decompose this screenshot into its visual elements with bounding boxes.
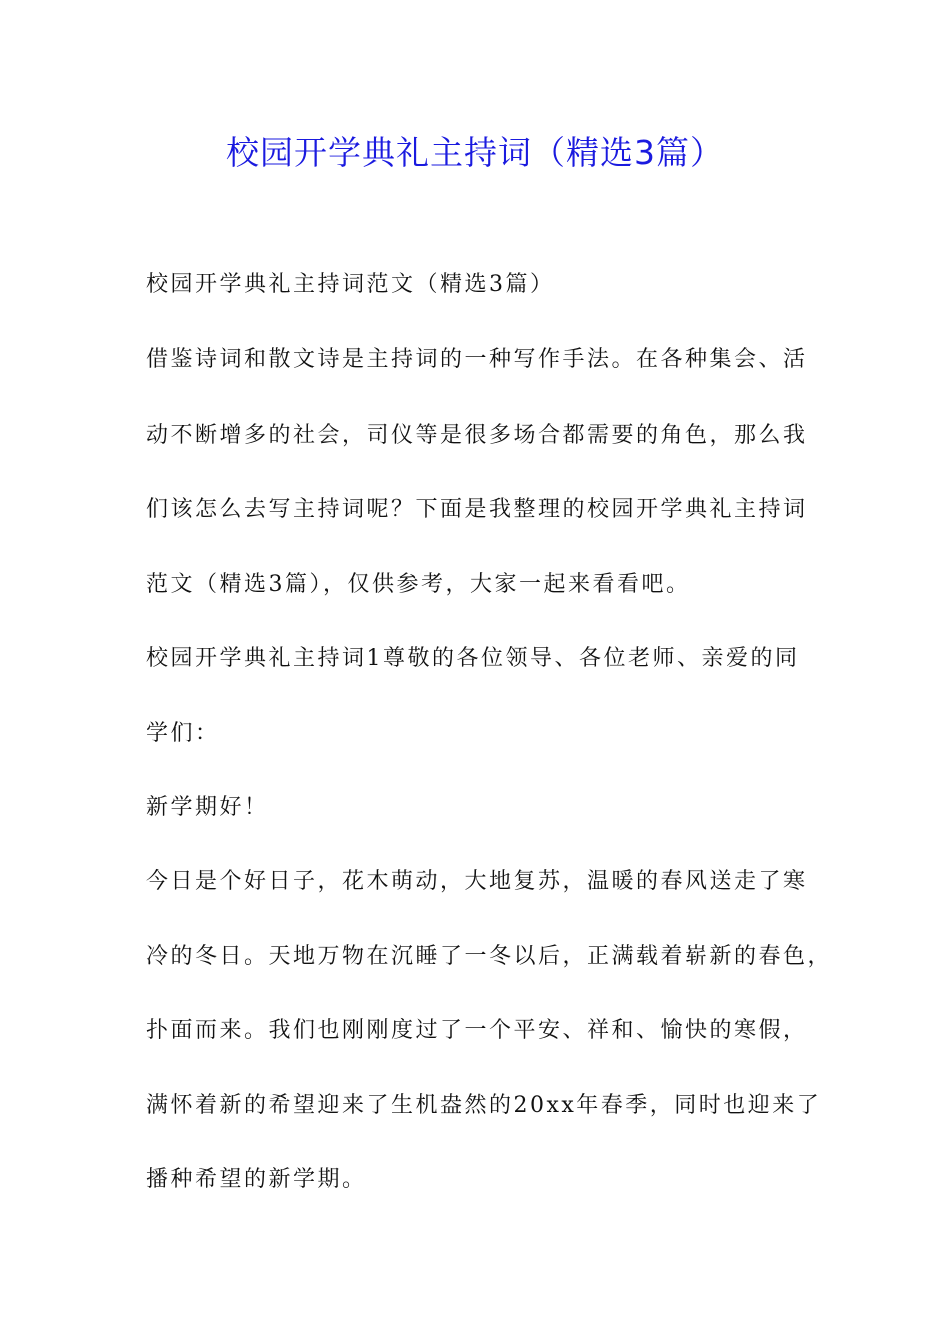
- paragraph-line: 今日是个好日子，花木萌动，大地复苏，温暖的春风送走了寒: [146, 869, 808, 894]
- paragraph-line: 动不断增多的社会，司仪等是很多场合都需要的角色，那么我: [146, 423, 808, 448]
- paragraph-line: 冷的冬日。天地万物在沉睡了一冬以后，正满载着崭新的春色，: [146, 944, 833, 969]
- paragraph-line: 新学期好！: [146, 795, 269, 820]
- paragraph-line: 范文（精选3篇），仅供参考，大家一起来看看吧。: [146, 572, 691, 597]
- paragraph-line: 借鉴诗词和散文诗是主持词的一种写作手法。在各种集会、活: [146, 347, 808, 372]
- paragraph-line: 校园开学典礼主持词范文（精选3篇）: [146, 272, 555, 297]
- paragraph-line: 校园开学典礼主持词1尊敬的各位领导、各位老师、亲爱的同: [146, 646, 800, 671]
- paragraph-line: 学们：: [146, 721, 220, 746]
- document-title: 校园开学典礼主持词（精选3篇）: [226, 133, 724, 172]
- paragraph-line: 们该怎么去写主持词呢？下面是我整理的校园开学典礼主持词: [146, 497, 808, 522]
- paragraph-line: 满怀着新的希望迎来了生机盎然的20xx年春季，同时也迎来了: [146, 1093, 822, 1118]
- paragraph-line: 播种希望的新学期。: [146, 1167, 367, 1192]
- paragraph-line: 扑面而来。我们也刚刚度过了一个平安、祥和、愉快的寒假，: [146, 1018, 808, 1043]
